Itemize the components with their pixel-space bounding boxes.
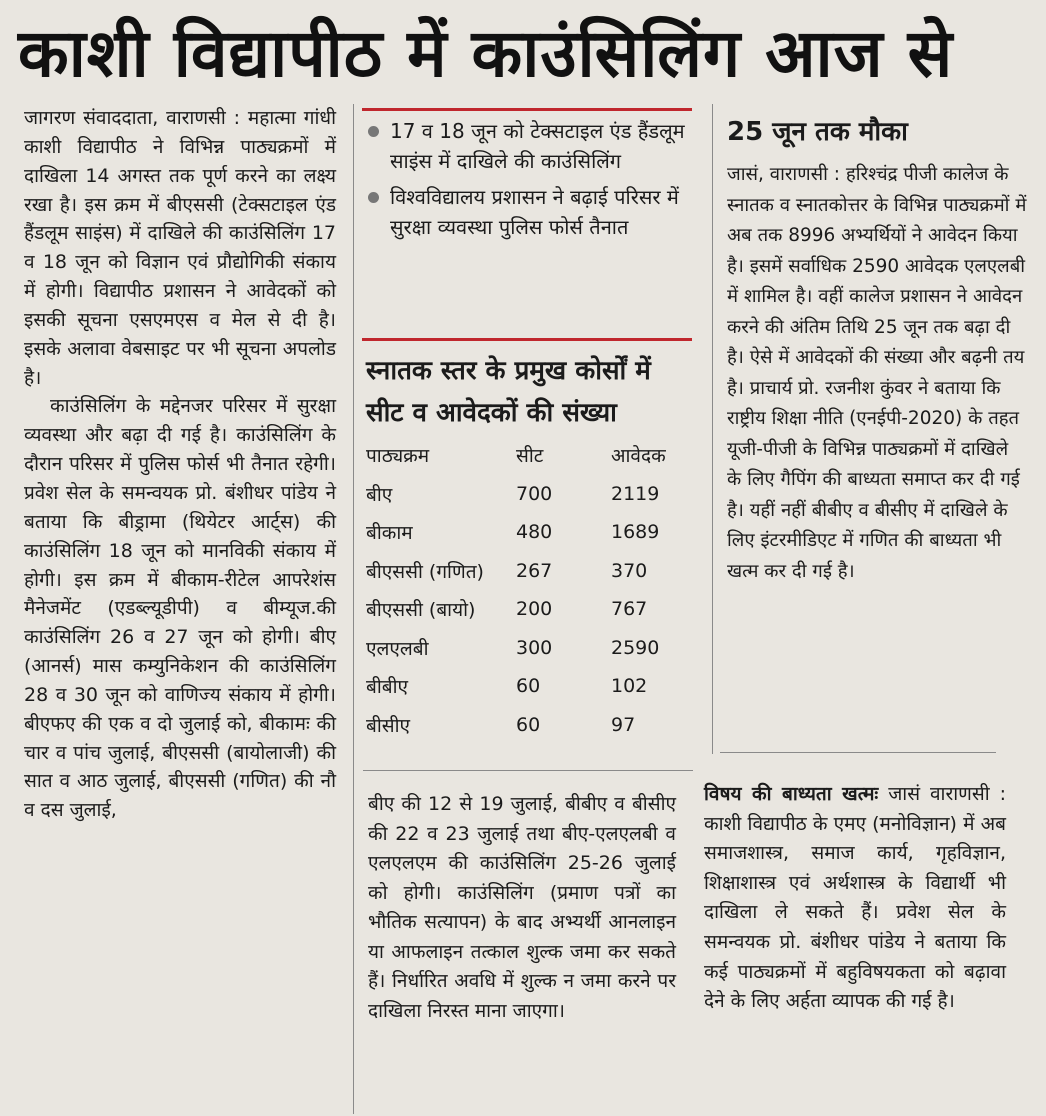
seats-cell: 300: [516, 636, 553, 659]
column-divider: [353, 104, 354, 1114]
section-divider: [720, 752, 996, 753]
course-cell: बीए: [366, 483, 393, 506]
table-header-row: [366, 436, 691, 475]
main-article-paragraph-2: काउंसिलिंग के मद्देनजर परिसर में सुरक्षा व्यवस्था और बढ़ा दी गई है। काउंसिलिंग के दौरान परिसर में पुलिस फोर्स भी तैनात रहेगी। प्रवेश सेल के समन्वयक प्रो. बंशीधर पांडेय ने बताया कि बीड्रामा (थियेटर आर्ट्स) की काउंसिलिंग 18 जून को मानविकी संकाय में होगी। इस क्रम में बीकाम-रीटेल आपरेशंस मैनेजमेंट (एडब्ल्यूडीपी) व बीम्यूज.की काउंसिलिंग 26 व 27 जून को होगी। बीए (आनर्स) मास कम्युनिकेशन की काउंसिलिंग 28 व 30 जून को वाणिज्य संकाय में होगी। बीएफए की एक व दो जुलाई को, बीकामः की चार व पांच जुलाई, बीएससी (बायोलाजी) की सात व आठ जुलाई, बीएससी (गणित) की नौ व दस जुलाई,: [24, 395, 336, 822]
table-header: पाठ्यक्रम: [366, 445, 430, 468]
table-row: [366, 475, 691, 514]
course-cell: बीएससी (बायो): [366, 599, 476, 622]
seats-cell: 200: [516, 598, 553, 621]
course-cell: बीबीए: [366, 676, 409, 699]
applicants-cell: 2590: [611, 636, 660, 659]
table-title: स्नातक स्तर के प्रमुख कोर्सों में सीट व आवेदकों की संख्या: [366, 356, 651, 428]
applicants-cell: 1689: [611, 521, 660, 544]
side-story: [727, 160, 1027, 587]
table-header: सीट: [516, 445, 544, 468]
column-divider: [712, 104, 713, 754]
side-story-body: जासं, वाराणसी : हरिश्चंद्र पीजी कालेज के स्नातक व स्नातकोत्तर के विभिन्न पाठ्यक्रमों में अब तक 8996 अभ्यर्थियों ने आवेदन किया है। इसमें सर्वाधिक 2590 आवेदक एलएलबी में शामिल है। वहीं कालेज प्रशासन ने आवेदन करने की अंतिम तिथि 25 जून तक बढ़ा दी है। ऐसे में आवेदकों की संख्या और बढ़नी तय है। प्राचार्य प्रो. रजनीश कुंवर ने बताया कि राष्ट्रीय शिक्षा नीति (एनईपी-2020) के तहत यूजी-पीजी के विभिन्न पाठ्यक्रमों में दाखिले के लिए गैपिंग की बाध्यता समाप्त कर दी गई है। यहीं नहीं बीबीए व बीसीए में दाखिले के लिए इंटरमीडिएट में गणित की बाध्यता भी खत्म कर दी गई है।: [727, 164, 1027, 582]
seats-cell: 267: [516, 559, 553, 582]
course-cell: बीसीए: [366, 714, 411, 737]
seats-cell: 60: [516, 675, 541, 698]
seats-cell: 60: [516, 713, 541, 736]
applicants-cell: 97: [611, 713, 636, 736]
applicants-cell: 767: [611, 598, 648, 621]
side-story-title: 25 जून तक मौका: [727, 117, 908, 147]
course-cell: बीएससी (गणित): [366, 560, 484, 583]
table-row: [366, 513, 691, 552]
course-cell: बीकाम: [366, 522, 413, 545]
table-row: [366, 629, 691, 668]
main-article: [24, 104, 336, 825]
highlights-list: [366, 116, 691, 248]
section-divider: [363, 770, 693, 771]
applicants-cell: 370: [611, 559, 648, 582]
subject-story-lead: विषय की बाध्यता खत्मः: [704, 783, 879, 805]
main-article-continuation: [368, 790, 676, 1026]
continuation-paragraph: बीए की 12 से 19 जुलाई, बीबीए व बीसीए की 22 व 23 जुलाई तथा बीए-एलएलबी व एलएलएम की काउंसिलिंग 25-26 जुलाई को होगी। काउंसिलिंग (प्रमाण पत्रों का भौतिक सत्यापन) के बाद अभ्यर्थी आनलाइन या आफलाइन तत्काल शुल्क जमा कर सकते हैं। निर्धारित अवधि में शुल्क न जमा करने पर दाखिला निरस्त माना जाएगा।: [368, 793, 676, 1022]
seats-table: [366, 436, 691, 744]
bullet-icon: [368, 192, 379, 203]
table-row: [366, 706, 691, 745]
highlight-item: विश्वविद्यालय प्रशासन ने बढ़ाई परिसर में सुरक्षा व्यवस्था पुलिस फोर्स तैनात: [366, 182, 691, 242]
table-header: आवेदक: [611, 445, 666, 468]
table-row: [366, 667, 691, 706]
table-row: [366, 552, 691, 591]
table-top-rule: [362, 338, 692, 341]
seats-cell: 700: [516, 482, 553, 505]
main-article-paragraph-1: जागरण संवाददाता, वाराणसी : महात्मा गांधी काशी विद्यापीठ ने विभिन्न पाठ्यक्रमों में दाखिला 14 अगस्त तक पूर्ण करने का लक्ष्य रखा है। इस क्रम में बीएससी (टेक्सटाइल एंड हैंडलूम साइंस) में दाखिले की काउंसिलिंग 17 व 18 जून को विज्ञान एवं प्रौद्योगिकी संकाय में होगी। विद्यापीठ प्रशासन ने आवेदकों को इसकी सूचना एसएमएस व मेल से दी है। इसके अलावा वेबसाइट पर भी सूचना अपलोड है।: [24, 107, 336, 389]
bullet-icon: [368, 126, 379, 137]
highlight-item: 17 व 18 जून को टेक्सटाइल एंड हैंडलूम साइंस में दाखिले की काउंसिलिंग: [366, 116, 691, 176]
table-row: [366, 590, 691, 629]
applicants-cell: 2119: [611, 482, 660, 505]
headline: काशी विद्यापीठ में काउंसिलिंग आज से: [18, 15, 954, 92]
applicants-cell: 102: [611, 675, 648, 698]
subject-story-body: [704, 780, 1006, 1017]
course-cell: एलएलबी: [366, 637, 429, 660]
subject-story-text: जासं वाराणसी : काशी विद्यापीठ के एमए (मनोविज्ञान) में अब समाजशास्त्र, समाज कार्य, गृहविज्ञान, शिक्षाशास्त्र एवं अर्थशास्त्र के विद्यार्थी भी दाखिला ले सकते हैं। प्रवेश सेल के समन्वयक प्रो. बंशीधर पांडेय ने बताया कि कई पाठ्यक्रमों में बहुविषयकता को बढ़ावा देने के लिए अर्हता व्यापक की गई है।: [704, 783, 1006, 1013]
subject-story: [704, 780, 1006, 1017]
seats-cell: 480: [516, 521, 553, 544]
highlight-top-rule: [362, 108, 692, 111]
